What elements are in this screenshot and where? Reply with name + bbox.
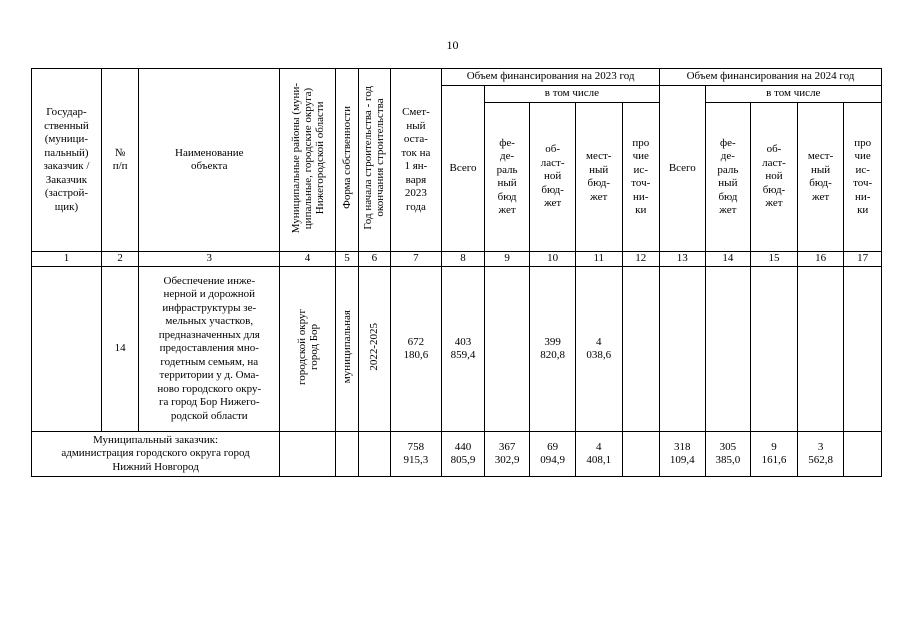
col-number: 14	[705, 252, 751, 267]
col-number: 3	[139, 252, 280, 267]
summary-district	[280, 432, 336, 477]
page-number: 10	[446, 38, 459, 52]
col-header-federal-2024: фе- де- раль ный бюд жет	[705, 103, 751, 252]
col-number: 11	[575, 252, 622, 267]
cell-local-2024	[797, 267, 844, 432]
col-header-fin-2024: Объем финансирования на 2024 год	[660, 69, 882, 86]
districts-text: Муниципальные районы (муни- ципальные, городские округа) Нижегородской области	[289, 82, 326, 233]
cell-total-2024	[660, 267, 706, 432]
ownership-value: муниципальная	[341, 310, 354, 384]
cell-total-2023: 403 859,4	[442, 267, 485, 432]
col-number: 9	[484, 252, 530, 267]
ownership-text: Форма собственности	[341, 106, 354, 210]
summary-total-2024: 318 109,4	[660, 432, 706, 477]
cell-federal-2024	[705, 267, 751, 432]
col-header-other-2023: про чие ис- точ- ни- ки	[622, 103, 659, 252]
col-number: 4	[280, 252, 336, 267]
cell-local-2023: 4 038,6	[575, 267, 622, 432]
col-header-districts	[280, 69, 336, 252]
col-number: 1	[32, 252, 102, 267]
col-number: 13	[660, 252, 706, 267]
summary-years	[359, 432, 390, 477]
col-header-other-2024: про чие ис- точ- ни- ки	[844, 103, 882, 252]
col-number: 6	[359, 252, 390, 267]
cell-district	[280, 267, 336, 432]
cell-years	[359, 267, 390, 432]
cell-balance: 672 180,6	[390, 267, 442, 432]
summary-regional-2024: 9 161,6	[751, 432, 798, 477]
col-number: 5	[335, 252, 358, 267]
summary-local-2024: 3 562,8	[797, 432, 844, 477]
col-number: 10	[530, 252, 576, 267]
col-header-including-2023: в том числе	[484, 86, 659, 103]
col-number: 2	[101, 252, 138, 267]
col-header-customer: Государ- ственный (муници- пальный) заказчик / Заказчик (застрой- щик)	[32, 69, 102, 252]
col-header-regional-2024: об- ласт- ной бюд- жет	[751, 103, 798, 252]
col-number: 16	[797, 252, 844, 267]
cell-customer	[32, 267, 102, 432]
summary-regional-2023: 69 094,9	[530, 432, 576, 477]
years-text: Год начала строительства - год окончания строительства	[362, 85, 387, 230]
col-header-years	[359, 69, 390, 252]
cell-federal-2023	[484, 267, 530, 432]
summary-ownership	[335, 432, 358, 477]
cell-other-2024	[844, 267, 882, 432]
column-numbers-row	[32, 252, 882, 267]
summary-federal-2024: 305 385,0	[705, 432, 751, 477]
cell-other-2023	[622, 267, 659, 432]
cell-regional-2023: 399 820,8	[530, 267, 576, 432]
col-header-ownership	[335, 69, 358, 252]
financing-table	[31, 68, 882, 477]
summary-balance: 758 915,3	[390, 432, 442, 477]
col-header-num: № п/п	[101, 69, 138, 252]
col-number: 12	[622, 252, 659, 267]
summary-label: Муниципальный заказчик: администрация городского округа город Нижний Новгород	[32, 432, 280, 477]
col-header-total-2023: Всего	[442, 86, 485, 252]
summary-total-2023: 440 805,9	[442, 432, 485, 477]
col-number: 17	[844, 252, 882, 267]
years-value: 2022-2025	[368, 322, 381, 371]
col-header-regional-2023: об- ласт- ной бюд- жет	[530, 103, 576, 252]
summary-row	[32, 432, 882, 477]
col-header-balance: Смет- ный оста- ток на 1 ян- варя 2023 года	[390, 69, 442, 252]
summary-local-2023: 4 408,1	[575, 432, 622, 477]
summary-other-2024	[844, 432, 882, 477]
cell-ownership	[335, 267, 358, 432]
cell-object: Обеспечение инже- нерной и дорожной инфраструктуры зе- мельных участков, предназначенных для предоставления мно- годетным семьям, на территории у д. Ома- ново городского окру- га город Бор Нижего- родской области	[139, 267, 280, 432]
summary-other-2023	[622, 432, 659, 477]
col-header-federal-2023: фе- де- раль ный бюд жет	[484, 103, 530, 252]
col-header-object-name: Наименование объекта	[139, 69, 280, 252]
col-number: 7	[390, 252, 442, 267]
col-number: 15	[751, 252, 798, 267]
col-header-including-2024: в том числе	[705, 86, 881, 103]
col-header-total-2024: Всего	[660, 86, 706, 252]
header-row-1	[32, 69, 882, 86]
col-number: 8	[442, 252, 485, 267]
col-header-local-2024: мест- ный бюд- жет	[797, 103, 844, 252]
col-header-fin-2023: Объем финансирования на 2023 год	[442, 69, 660, 86]
summary-federal-2023: 367 302,9	[484, 432, 530, 477]
cell-regional-2024	[751, 267, 798, 432]
cell-num: 14	[101, 267, 138, 432]
table-row	[32, 267, 882, 432]
col-header-local-2023: мест- ный бюд- жет	[575, 103, 622, 252]
district-text: городской округ город Бор	[295, 308, 320, 385]
